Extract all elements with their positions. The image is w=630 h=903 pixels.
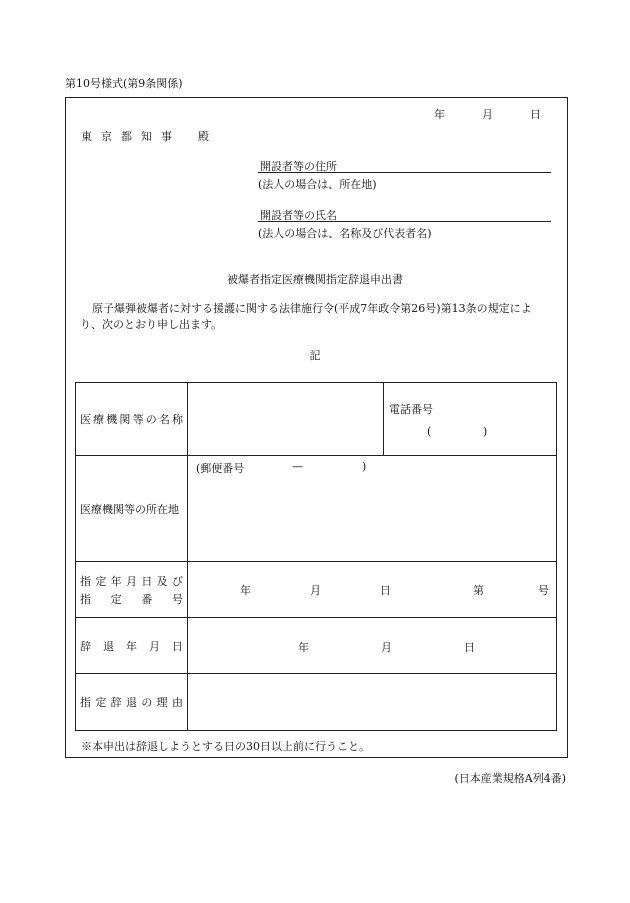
form-title: 被爆者指定医療機関指定辞退申出書 [227, 273, 403, 286]
reason-label: 指 定 辞 退 の 理 由 [76, 674, 188, 731]
row-withdrawal-date [76, 618, 557, 674]
name-underline [258, 221, 551, 222]
body-line-1: 原子爆弾被爆者に対する援護に関する法律施行令(平成7年政令第26号)第13条の規定によ [92, 302, 532, 315]
designation-label: 指 定 年 月 日 及 び 指 定 番 号 [76, 562, 188, 618]
designation-value[interactable] [188, 562, 557, 618]
designation-go: 号 [538, 584, 549, 597]
paper-size: (日本産業規格A列4番) [454, 772, 566, 785]
designation-dai: 第 [473, 584, 484, 597]
addressee: 東 京 都 知 事 殿 [81, 130, 209, 143]
ki-heading: 記 [309, 349, 321, 362]
row-designation [76, 562, 557, 618]
row-reason [76, 674, 557, 731]
application-table [75, 382, 557, 731]
form-number: 第10号様式(第9条関係) [65, 77, 183, 90]
name-note: (法人の場合は、名称及び代表者名) [258, 227, 432, 240]
body-line-2: り、次のとおり申し出ます。 [80, 318, 223, 331]
postal-close: ) [362, 460, 367, 473]
postal-dash: — [292, 460, 303, 473]
row-facility-location [76, 456, 557, 562]
date-month: 月 [482, 108, 493, 121]
address-note: (法人の場合は、所在地) [258, 178, 377, 191]
note: ※本申出は辞退しようとする日の30日以上前に行うこと。 [81, 740, 370, 753]
withdrawal-month: 月 [381, 641, 392, 654]
phone-paren-open: ( [427, 425, 432, 438]
facility-name-label: 医 療 機 関 等 の 名 称 [76, 383, 188, 456]
phone-cell[interactable] [384, 383, 557, 456]
designation-year: 年 [240, 584, 251, 597]
withdrawal-day: 日 [464, 641, 475, 654]
designation-day: 日 [380, 584, 391, 597]
facility-location-value[interactable] [188, 456, 557, 562]
phone-label: 電話番号 [389, 403, 433, 416]
withdrawal-date-value[interactable] [188, 618, 557, 674]
phone-paren-close: ) [483, 425, 488, 438]
postal-open: (郵便番号 [196, 462, 245, 475]
facility-location-label: 医療機関等の所在地 [76, 456, 188, 562]
date-day: 日 [530, 108, 541, 121]
designation-month: 月 [310, 584, 321, 597]
date-year: 年 [434, 108, 445, 121]
address-label: 開設者等の住所 [260, 160, 337, 173]
row-facility-name [76, 383, 557, 456]
facility-name-value[interactable] [188, 383, 384, 456]
address-underline [258, 172, 551, 173]
name-label: 開設者等の氏名 [260, 209, 337, 222]
withdrawal-year: 年 [298, 641, 309, 654]
reason-value[interactable] [188, 674, 557, 731]
withdrawal-date-label: 辞 退 年 月 日 [76, 618, 188, 674]
